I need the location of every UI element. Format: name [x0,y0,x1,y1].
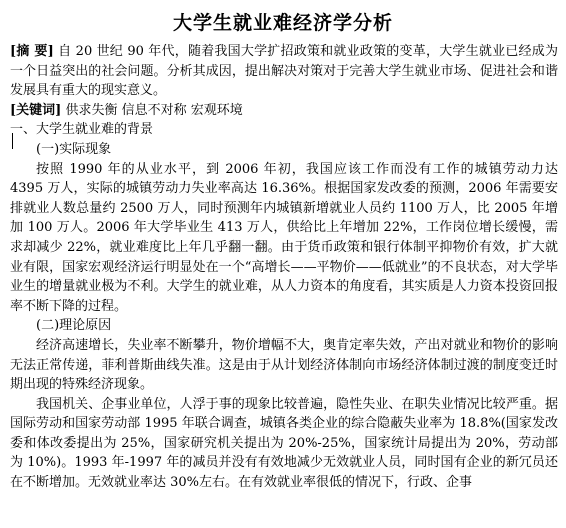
keywords [10,101,558,121]
keywords-label: [关键词] [10,102,62,118]
paragraph-3: 我国机关、企事业单位，人浮于事的现象比较普遍，隐性失业、在职失业情况比较严重。据国际劳动和国家劳动部 1995 年联合调查，城镇各类企业的综合隐蔽失业率为 18.8%(国家发改委和体改委提出为 25%，国家研究机关提出为 20%-25%，国家统计局提出为 20%，劳动部为 10%)。1993 年-1997 年的减员并没有有效地减少无效就业人员，同时国有企业的新冗员还在不断增加。无效就业率达 30%左右。在有效就业率很低的情况下，行政、企事 [10,396,558,491]
document-body [10,42,558,493]
section-heading: 一、大学生就业难的背景 [10,122,154,138]
abstract-text: 自 20 世纪 90 年代，随着我国大学扩招政策和就业政策的变革，大学生就业已经成为一个日益突出的社会问题。分析其成因，提出解决对策对于完善大学生就业市场、促进社会和谐发展具有重大的现实意义。 [10,44,558,99]
paragraph-2: 经济高速增长，失业率不断攀升，物价增幅不大，奥肯定率失效，产出对就业和物价的影响无法正常传递，菲利普斯曲线失准。这是由于从计划经济体制向市场经济体制过渡的制度变迁时期出现的特殊经济现象。 [10,337,558,393]
paragraph-1: 按照 1990 年的从业水平，到 2006 年初，我国应该工作而没有工作的城镇劳动力达 4395 万人，实际的城镇劳动力失业率高达 16.36%。根据国家发改委的预测，2006 年需要安排就业人数总量约 2500 万人，同时预测年内城镇新增就业人员约 1100 万人，比 2005 年增加 100 万人。2006 年大学毕业生 413 万人，供给比上年增加 22%，工作岗位增长缓慢，需求却减少 22%，就业难度比上年几乎翻一翻。由于货币政策和银行体制平抑物价有效，扩大就业有限，国家宏观经济运行明显处在一个“高增长——平物价——低就业”的不良状态，对大学毕业生的增量就业极为不利。大学生的就业难，从人力资本的角度看，其实质是人力资本投资回报率不断下降的过程。 [10,161,558,314]
abstract-label: [摘 要] [10,44,54,59]
keywords-text: 供求失衡 信息不对称 宏观环境 [65,102,243,118]
abstract [10,42,558,101]
subsection-heading-2: (二)理论原因 [36,318,112,334]
document-title: 大学生就业难经济学分析 [172,12,393,34]
subsection-heading-1: (一)实际现象 [36,141,112,157]
